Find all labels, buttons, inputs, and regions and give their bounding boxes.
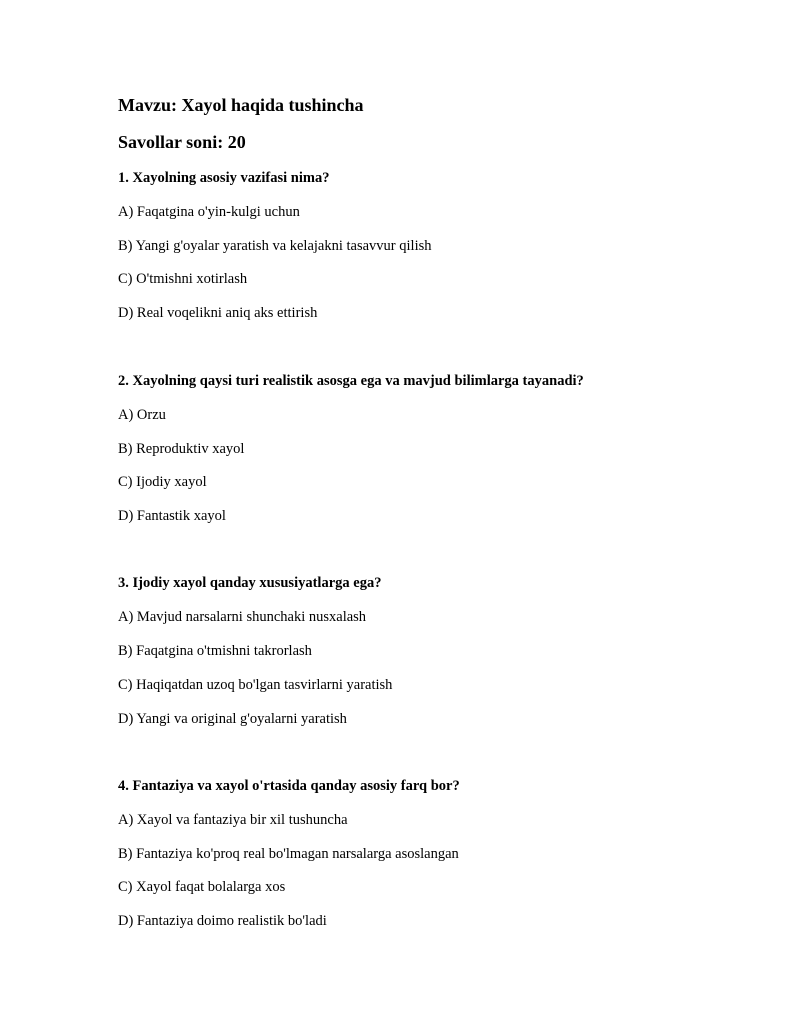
answer-option: D) Fantaziya doimo realistik bo'ladi bbox=[118, 913, 327, 929]
answer-option: B) Faqatgina o'tmishni takrorlash bbox=[118, 643, 312, 659]
answer-option: C) O'tmishni xotirlash bbox=[118, 271, 248, 287]
question-text: 4. Fantaziya va xayol o'rtasida qanday asosiy farq bor? bbox=[118, 778, 460, 794]
answer-option: A) Faqatgina o'yin-kulgi uchun bbox=[118, 204, 300, 220]
answer-option: A) Orzu bbox=[118, 407, 166, 423]
answer-option: B) Fantaziya ko'proq real bo'lmagan narsalarga asoslangan bbox=[118, 846, 459, 862]
question-text: 3. Ijodiy xayol qanday xususiyatlarga ega? bbox=[118, 575, 382, 591]
answer-option: A) Xayol va fantaziya bir xil tushuncha bbox=[118, 812, 348, 828]
topic-heading: Mavzu: Xayol haqida tushincha bbox=[118, 95, 364, 115]
answer-option: A) Mavjud narsalarni shunchaki nusxalash bbox=[118, 609, 367, 625]
answer-option: B) Yangi g'oyalar yaratish va kelajakni tasavvur qilish bbox=[118, 238, 432, 254]
answer-option: D) Real voqelikni aniq aks ettirish bbox=[118, 305, 318, 321]
answer-option: C) Ijodiy xayol bbox=[118, 474, 207, 490]
answer-option: D) Fantastik xayol bbox=[118, 508, 226, 524]
question-text: 2. Xayolning qaysi turi realistik asosga ega va mavjud bilimlarga tayanadi? bbox=[118, 373, 584, 389]
answer-option: C) Haqiqatdan uzoq bo'lgan tasvirlarni yaratish bbox=[118, 677, 393, 693]
answer-option: C) Xayol faqat bolalarga xos bbox=[118, 879, 286, 895]
answer-option: D) Yangi va original g'oyalarni yaratish bbox=[118, 711, 347, 727]
answer-option: B) Reproduktiv xayol bbox=[118, 441, 245, 457]
question-text: 1. Xayolning asosiy vazifasi nima? bbox=[118, 170, 330, 186]
question-count-heading: Savollar soni: 20 bbox=[118, 132, 246, 152]
